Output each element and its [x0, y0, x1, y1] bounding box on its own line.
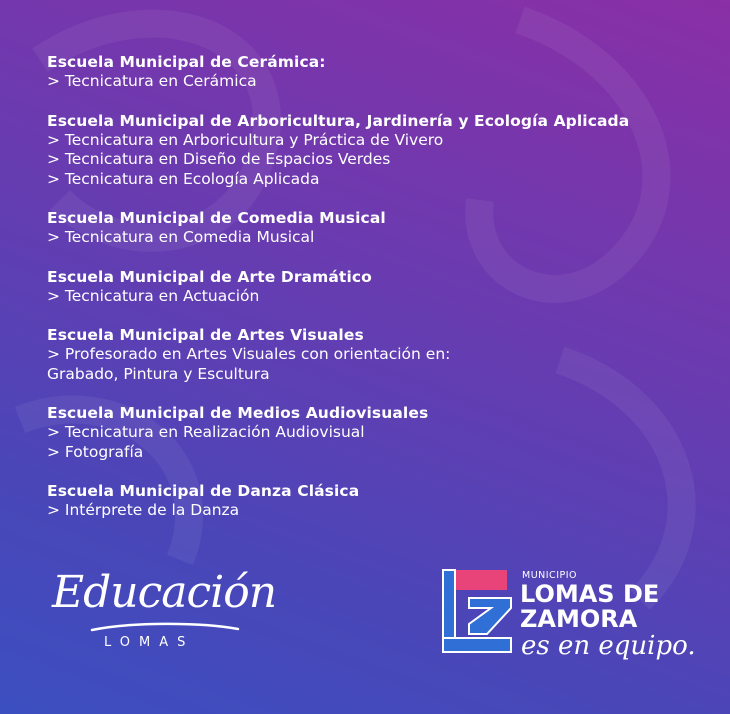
course-item: > Intérprete de la Danza [47, 501, 240, 519]
lomas-de-zamora-emblem-icon [441, 568, 513, 654]
course-item: > Tecnicatura en Ecología Aplicada [47, 169, 320, 188]
municipality-name-line2: ZAMORA [520, 605, 638, 633]
municipality-name-line1: LOMAS DE [520, 580, 660, 608]
school-title: Escuela Municipal de Arboricultura, Jardinería y Ecología Aplicada [47, 111, 630, 130]
course-item: > Tecnicatura en Comedia Musical [47, 228, 315, 246]
school-title: Escuela Municipal de Arte Dramático [47, 267, 372, 286]
course-item: > Tecnicatura en Diseño de Espacios Verdes [47, 150, 391, 168]
school-title: Escuela Municipal de Cerámica: [47, 53, 326, 71]
municipality-slogan: es en equipo. [521, 631, 696, 661]
course-item: > Tecnicatura en Realización Audiovisual [47, 423, 365, 441]
school-title: Escuela Municipal de Artes Visuales [47, 326, 364, 344]
school-block [47, 208, 717, 248]
municipio-label: MUNICIPIO [522, 570, 578, 581]
school-title: Escuela Municipal de Danza Clásica [47, 482, 360, 500]
school-block [47, 481, 717, 521]
school-block [47, 267, 717, 307]
school-block [47, 111, 717, 190]
course-item: Grabado, Pintura y Escultura [47, 364, 270, 383]
school-block [47, 52, 717, 92]
course-item: > Tecnicatura en Cerámica [47, 72, 257, 90]
school-block [47, 325, 717, 384]
educacion-logo-sub: LOMAS [104, 635, 195, 650]
logo-swash-underline [90, 620, 240, 634]
school-block [47, 403, 717, 462]
educacion-lomas-logo [52, 565, 277, 665]
course-item: > Profesorado en Artes Visuales con orientación en: [47, 345, 451, 363]
course-item: > Tecnicatura en Actuación [47, 286, 260, 305]
school-title: Escuela Municipal de Medios Audiovisuales [47, 404, 429, 422]
school-title: Escuela Municipal de Comedia Musical [47, 209, 386, 227]
course-item: > Fotografía [47, 442, 144, 461]
school-list [47, 52, 717, 540]
course-item: > Tecnicatura en Arboricultura y Práctica de Vivero [47, 130, 444, 149]
educacion-logo-word: Educación [52, 567, 277, 618]
